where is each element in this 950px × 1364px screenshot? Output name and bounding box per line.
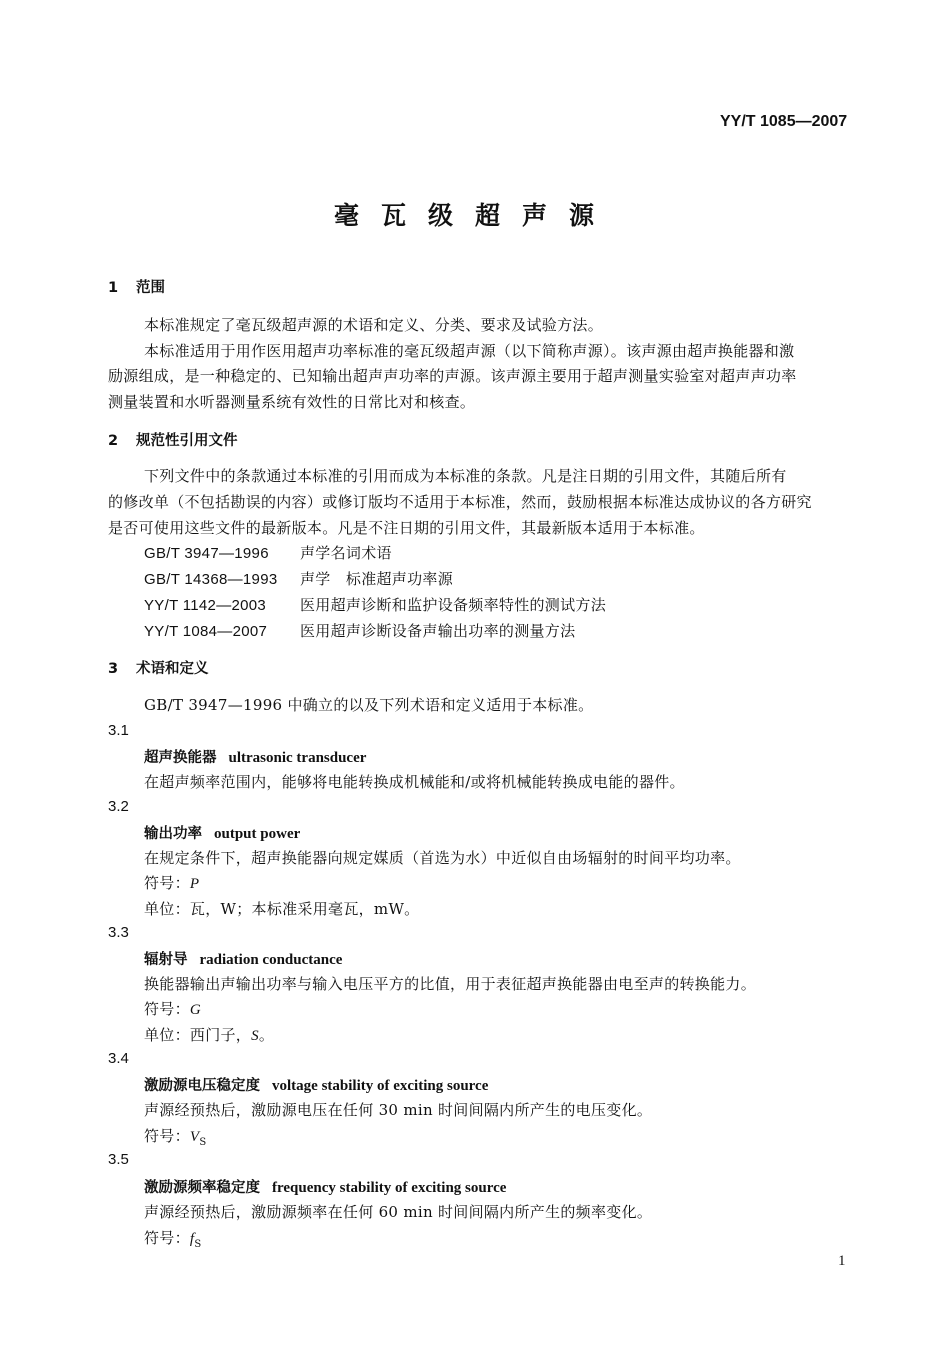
symbol-value: G — [189, 1002, 202, 1018]
term-heading — [144, 948, 342, 969]
term-zh: 超声换能器 — [144, 750, 217, 766]
paragraph-line: 励源组成，是一种稳定的、已知输出超声声功率的声源。该声源主要用于超声测量实验室对超声声功率 — [108, 367, 797, 385]
section-3-heading — [108, 657, 209, 678]
section-number: 1 — [108, 280, 119, 296]
normative-reference — [144, 620, 575, 641]
unit-symbol: S — [251, 1028, 259, 1044]
section-1-heading — [108, 276, 165, 297]
normative-reference — [144, 568, 453, 589]
clause-number: 3.3 — [108, 924, 129, 941]
paragraph-line: 的修改单（不包括勘误的内容）或修订版均不适用于本标准，然而，鼓励根据本标准达成协议的各方研究 — [108, 493, 812, 511]
term-symbol — [144, 1125, 207, 1148]
term-en: voltage stability of exciting source — [272, 1078, 489, 1094]
clause-number: 3.5 — [108, 1151, 129, 1168]
symbol-value: V — [189, 1129, 200, 1145]
term-symbol — [144, 1227, 202, 1250]
section-title: 范围 — [136, 280, 165, 296]
symbol-label: 符号： — [144, 874, 190, 892]
reference-code: YY/T 1142—2003 — [144, 597, 267, 614]
term-definition: 在规定条件下，超声换能器向规定媒质（首选为水）中近似自由场辐射的时间平均功率。 — [144, 849, 741, 867]
symbol-subscript: S — [199, 1137, 207, 1148]
term-heading — [144, 822, 300, 843]
term-unit: 单位：瓦，W；本标准采用毫瓦，mW。 — [144, 900, 420, 918]
section-number: 3 — [108, 661, 119, 677]
unit-end: 。 — [258, 1026, 275, 1044]
term-definition: 换能器输出声输出功率与输入电压平方的比值，用于表征超声换能器由电至声的转换能力。 — [144, 975, 757, 993]
term-symbol — [144, 872, 199, 893]
term-heading — [144, 1176, 506, 1197]
reference-title: 声学 标准超声功率源 — [300, 570, 454, 588]
term-heading — [144, 746, 366, 767]
clause-number: 3.1 — [108, 722, 129, 739]
reference-title: 医用超声诊断设备声输出功率的测量方法 — [300, 622, 576, 640]
unit-label: 单位：西门子， — [144, 1026, 252, 1044]
section-number: 2 — [108, 433, 119, 449]
reference-code: GB/T 3947—1996 — [144, 545, 269, 562]
symbol-subscript: S — [194, 1239, 202, 1250]
term-heading — [144, 1074, 488, 1095]
reference-code: YY/T 1084—2007 — [144, 623, 268, 640]
symbol-value: P — [189, 876, 200, 892]
paragraph-line: 下列文件中的条款通过本标准的引用而成为本标准的条款。凡是注日期的引用文件，其随后所有 — [144, 467, 787, 485]
section-title: 规范性引用文件 — [136, 433, 238, 449]
term-zh: 激励源频率稳定度 — [144, 1180, 260, 1196]
page-number: 1 — [838, 1253, 846, 1269]
term-definition: 在超声频率范围内，能够将电能转换成机械能和/或将机械能转换成电能的器件。 — [144, 773, 685, 791]
term-en: ultrasonic transducer — [228, 750, 367, 766]
symbol-label: 符号： — [144, 1127, 190, 1145]
symbol-label: 符号： — [144, 1000, 190, 1018]
normative-reference — [144, 594, 606, 615]
paragraph-line: 是否可使用这些文件的最新版本。凡是不注日期的引用文件，其最新版本适用于本标准。 — [108, 519, 705, 537]
term-zh: 辐射导 — [144, 952, 188, 968]
term-en: frequency stability of exciting source — [272, 1180, 507, 1196]
clause-number: 3.4 — [108, 1050, 129, 1067]
symbol-value: f — [189, 1231, 195, 1247]
paragraph: GB/T 3947—1996 中确立的以及下列术语和定义适用于本标准。 — [144, 696, 594, 714]
standard-number: YY/T 1085—2007 — [720, 113, 848, 130]
term-zh: 激励源电压稳定度 — [144, 1078, 260, 1094]
paragraph-line: 本标准适用于用作医用超声功率标准的毫瓦级超声源（以下简称声源）。该声源由超声换能器和激 — [144, 342, 795, 360]
section-title: 术语和定义 — [136, 661, 209, 677]
section-2-heading — [108, 429, 238, 450]
reference-code: GB/T 14368—1993 — [144, 571, 278, 588]
paragraph: 本标准规定了毫瓦级超声源的术语和定义、分类、要求及试验方法。 — [144, 316, 604, 334]
term-definition: 声源经预热后，激励源电压在任何 30 min 时间间隔内所产生的电压变化。 — [144, 1101, 653, 1119]
symbol-label: 符号： — [144, 1229, 190, 1247]
document-title: 毫瓦级超声源 — [333, 201, 616, 230]
reference-title: 医用超声诊断和监护设备频率特性的测试方法 — [300, 596, 607, 614]
term-symbol — [144, 998, 201, 1019]
term-en: output power — [214, 826, 301, 842]
term-en: radiation conductance — [199, 952, 343, 968]
paragraph-line: 测量装置和水听器测量系统有效性的日常比对和核查。 — [108, 393, 476, 411]
normative-reference — [144, 542, 392, 563]
term-zh: 输出功率 — [144, 826, 202, 842]
reference-title: 声学名词术语 — [300, 544, 392, 562]
clause-number: 3.2 — [108, 798, 129, 815]
term-definition: 声源经预热后，激励源频率在任何 60 min 时间间隔内所产生的频率变化。 — [144, 1203, 653, 1221]
term-unit — [144, 1024, 274, 1045]
